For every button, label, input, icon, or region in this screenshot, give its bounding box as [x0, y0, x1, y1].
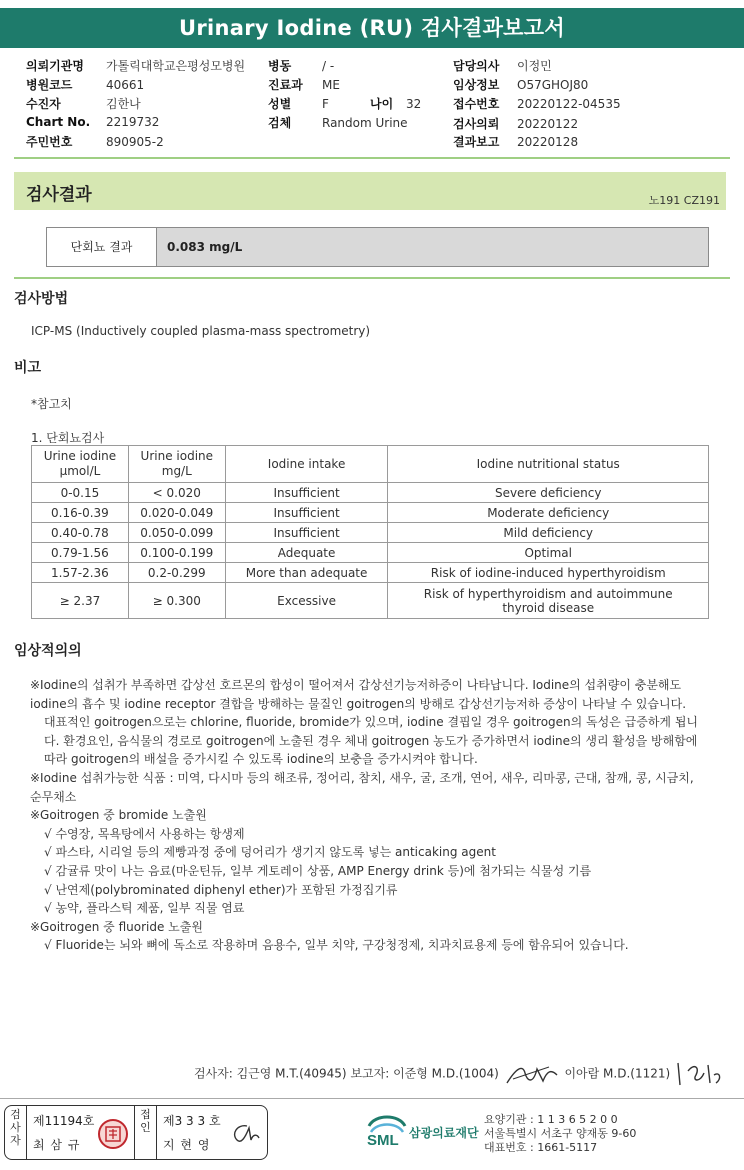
info-label: 접수번호: [453, 97, 500, 111]
info-label: 검사의뢰: [453, 117, 500, 131]
table-cell: Insufficient: [225, 483, 388, 503]
clinical-paragraph: ※Iodine의 섭취가 부족하면 갑상선 호르몬의 합성이 떨어져서 갑상선기능저하증이 나타납니다. Iodine의 섭취량이 충분해도 iodine의 흡수 및 iodine receptor 결합을 방해하는 물질인 goitrogen의 방해로 갑상선기능저하 증상이 나타날 수 있습니다.: [30, 678, 687, 711]
col-header: [128, 446, 225, 483]
result-value: 0.083 mg/L: [157, 228, 708, 266]
col-header: Iodine intake: [225, 446, 388, 483]
reporter-signature: 보고자: 이준형 M.D.(1004): [350, 1066, 499, 1081]
info-value: 32: [406, 97, 422, 111]
table-row: [32, 583, 709, 619]
info-value: Random Urine: [322, 116, 408, 130]
table-cell: ≥ 2.37: [32, 583, 129, 619]
table-cell: 0-0.15: [32, 483, 129, 503]
stamp-column-label: 접인: [135, 1106, 157, 1159]
stamp-cell-a: [27, 1106, 135, 1159]
col-header-unit: μmol/L: [59, 464, 101, 478]
table-row: [32, 523, 709, 543]
table-cell: More than adequate: [225, 563, 388, 583]
table-row: [32, 543, 709, 563]
stamp-cell-b: [157, 1106, 268, 1159]
results-code: 노191 CZ191: [648, 194, 720, 207]
results-band: [14, 172, 726, 210]
divider: [14, 157, 730, 159]
info-value: 20220122: [517, 117, 579, 131]
method-heading: 검사방법: [14, 291, 69, 307]
info-value: 40661: [106, 78, 145, 92]
table-row: [32, 483, 709, 503]
info-label: 담당의사: [453, 59, 500, 73]
reference-table: [31, 445, 709, 619]
table-cell: 0.79-1.56: [32, 543, 129, 563]
info-value: F: [322, 97, 329, 111]
info-value: 이정민: [517, 59, 552, 73]
table-cell: Risk of iodine-induced hyperthyroidism: [388, 563, 709, 583]
col-header-line: Urine iodine: [43, 449, 117, 463]
footer-divider: [0, 1098, 744, 1099]
table-cell: 1.57-2.36: [32, 563, 129, 583]
info-row: [26, 115, 159, 133]
info-value: ME: [322, 78, 340, 92]
sml-logo-icon: [365, 1112, 409, 1148]
info-row: [268, 114, 408, 132]
divider: [14, 277, 730, 279]
list-item: √ 수영장, 목욕탕에서 사용하는 항생제: [44, 826, 245, 841]
info-value: 20220128: [517, 135, 579, 149]
method-text: ICP-MS (Inductively coupled plasma-mass spectrometry): [31, 324, 371, 338]
result-box: [46, 227, 709, 267]
table-caption: 1. 단회뇨검사: [31, 431, 105, 445]
info-label: 검체: [268, 116, 292, 130]
col-header-line: Urine iodine: [140, 449, 214, 463]
table-cell: 0.020-0.049: [128, 503, 225, 523]
org-name: 삼광의료재단: [409, 1126, 479, 1140]
info-row: [26, 95, 141, 113]
info-label: Chart No.: [26, 115, 91, 129]
sml-logo: [365, 1112, 479, 1151]
table-cell: Risk of hyperthyroidism and autoimmune thyroid disease: [388, 583, 709, 619]
table-cell: Adequate: [225, 543, 388, 563]
stamp-name: 최 삼 규: [33, 1138, 81, 1152]
info-value: O57GHOJ80: [517, 78, 589, 92]
report-title: Urinary Iodine (RU) 검사결과보고서: [0, 8, 744, 48]
list-item: √ 농약, 플라스틱 제품, 일부 직물 염료: [44, 901, 245, 916]
stamp-name: 지 현 영: [163, 1138, 211, 1152]
clinical-paragraph: 대표적인 goitrogen으로는 chlorine, fluoride, bromide가 있으며, iodine 결핍일 경우 goitrogen의 독성은 급증하게 됩니다. 환경요인, 음식물의 경로로 goitrogen에 노출된 경우 체내 goitrogen 농도가 증가하면서 iodine의 생리 활성을 방해함에 따라 goitrogen의 배설을 증가시킬 수 있도록 iodine의 보충을 증가시켜야 합니다.: [44, 715, 699, 767]
info-row: [26, 133, 164, 151]
info-label: 수진자: [26, 97, 61, 111]
signature-line: [194, 1059, 724, 1089]
result-label: 단회뇨 결과: [47, 228, 157, 266]
info-row: [268, 76, 340, 94]
table-cell: Optimal: [388, 543, 709, 563]
third-signature: 이아람 M.D.(1121): [564, 1066, 671, 1081]
clinical-heading: 임상적의의: [14, 643, 82, 659]
info-label: 주민번호: [26, 135, 73, 149]
info-row: [26, 57, 245, 75]
col-header: [32, 446, 129, 483]
table-cell: Severe deficiency: [388, 483, 709, 503]
table-cell: Moderate deficiency: [388, 503, 709, 523]
table-cell: 0.2-0.299: [128, 563, 225, 583]
handwritten-signature-icon: [674, 1059, 724, 1089]
list-item: √ 파스타, 시리얼 등의 제빵과정 중에 덩어리가 생기지 않도록 넣는 anticaking agent: [44, 845, 496, 860]
info-label: 진료과: [268, 78, 303, 92]
info-value: 890905-2: [106, 135, 164, 149]
handwritten-signature-icon: [503, 1059, 561, 1089]
red-seal-icon: [97, 1118, 129, 1150]
table-cell: 0.40-0.78: [32, 523, 129, 543]
col-header-unit: mg/L: [161, 464, 192, 478]
info-row: [268, 95, 329, 113]
table-cell: 0.100-0.199: [128, 543, 225, 563]
results-title: 검사결과: [26, 185, 92, 205]
bromide-title: ※Goitrogen 중 bromide 노출원: [30, 808, 207, 823]
table-cell: Insufficient: [225, 503, 388, 523]
info-label: 임상정보: [453, 78, 500, 92]
info-value: 김한나: [106, 97, 141, 111]
info-row: [26, 76, 144, 94]
table-cell: ≥ 0.300: [128, 583, 225, 619]
table-cell: Mild deficiency: [388, 523, 709, 543]
info-value: 가톨릭대학교은평성모병원: [106, 59, 246, 73]
clinical-paragraph: ※Iodine 섭취가능한 식품 : 미역, 다시마 등의 해조류, 정어리, 참치, 새우, 굴, 조개, 연어, 새우, 리마콩, 근대, 참깨, 콩, 시금치, 순무채소: [30, 770, 694, 804]
institution-code: 요양기관 : 1 1 3 6 5 2 0 0: [484, 1113, 618, 1126]
info-label: 결과보고: [453, 135, 500, 149]
list-item: √ Fluoride는 뇌와 뼈에 독소로 작용하며 음용수, 일부 치약, 구강청정제, 치과치료용제 등에 함유되어 있습니다.: [44, 938, 629, 953]
info-row: [453, 115, 578, 133]
address: 서울특별시 서초구 양재동 9-60: [484, 1127, 637, 1140]
info-value: 20220122-04535: [517, 97, 621, 111]
fluoride-title: ※Goitrogen 중 fluoride 노출원: [30, 919, 203, 934]
table-cell: < 0.020: [128, 483, 225, 503]
info-row: [453, 57, 552, 75]
table-cell: Excessive: [225, 583, 388, 619]
table-row: [32, 503, 709, 523]
list-item: √ 감귤류 맛이 나는 음료(마운틴듀, 일부 게토레이 상품, AMP Energy drink 등)에 첨가되는 식물성 기름: [44, 863, 592, 878]
table-cell: Insufficient: [225, 523, 388, 543]
logo-text: SML: [367, 1132, 399, 1148]
info-value: / -: [322, 59, 335, 73]
list-item: √ 난연제(polybrominated diphenyl ether)가 포함된 가정집기류: [44, 882, 398, 897]
license-number: 제11194호: [33, 1114, 95, 1128]
table-cell: 0.050-0.099: [128, 523, 225, 543]
table-cell: 0.16-0.39: [32, 503, 129, 523]
clinical-text: [30, 676, 700, 955]
info-row: [453, 133, 578, 151]
info-row: [453, 76, 588, 94]
stamp-column-label: 검사자: [5, 1106, 27, 1159]
reference-note: *참고치: [31, 397, 72, 411]
license-number: 제3 3 3 호: [163, 1114, 221, 1128]
info-row: [268, 57, 334, 75]
footer-address-block: [484, 1113, 636, 1155]
table-row: [32, 563, 709, 583]
info-row: [453, 95, 621, 113]
tester-signature: 검사자: 김근영 M.T.(40945): [193, 1066, 347, 1081]
info-row: [370, 95, 421, 113]
info-label: 나이: [370, 97, 394, 111]
info-label: 병동: [268, 59, 292, 73]
table-header-row: [32, 446, 709, 483]
info-label: 병원코드: [26, 78, 73, 92]
license-stamp-box: [4, 1105, 268, 1160]
info-label: 의뢰기관명: [26, 59, 84, 73]
handwritten-signature-icon: [227, 1120, 261, 1146]
phone: 대표번호 : 1661-5117: [484, 1141, 598, 1154]
remarks-heading: 비고: [14, 360, 42, 376]
info-label: 성별: [268, 97, 292, 111]
col-header: Iodine nutritional status: [388, 446, 709, 483]
info-value: 2219732: [106, 115, 160, 129]
